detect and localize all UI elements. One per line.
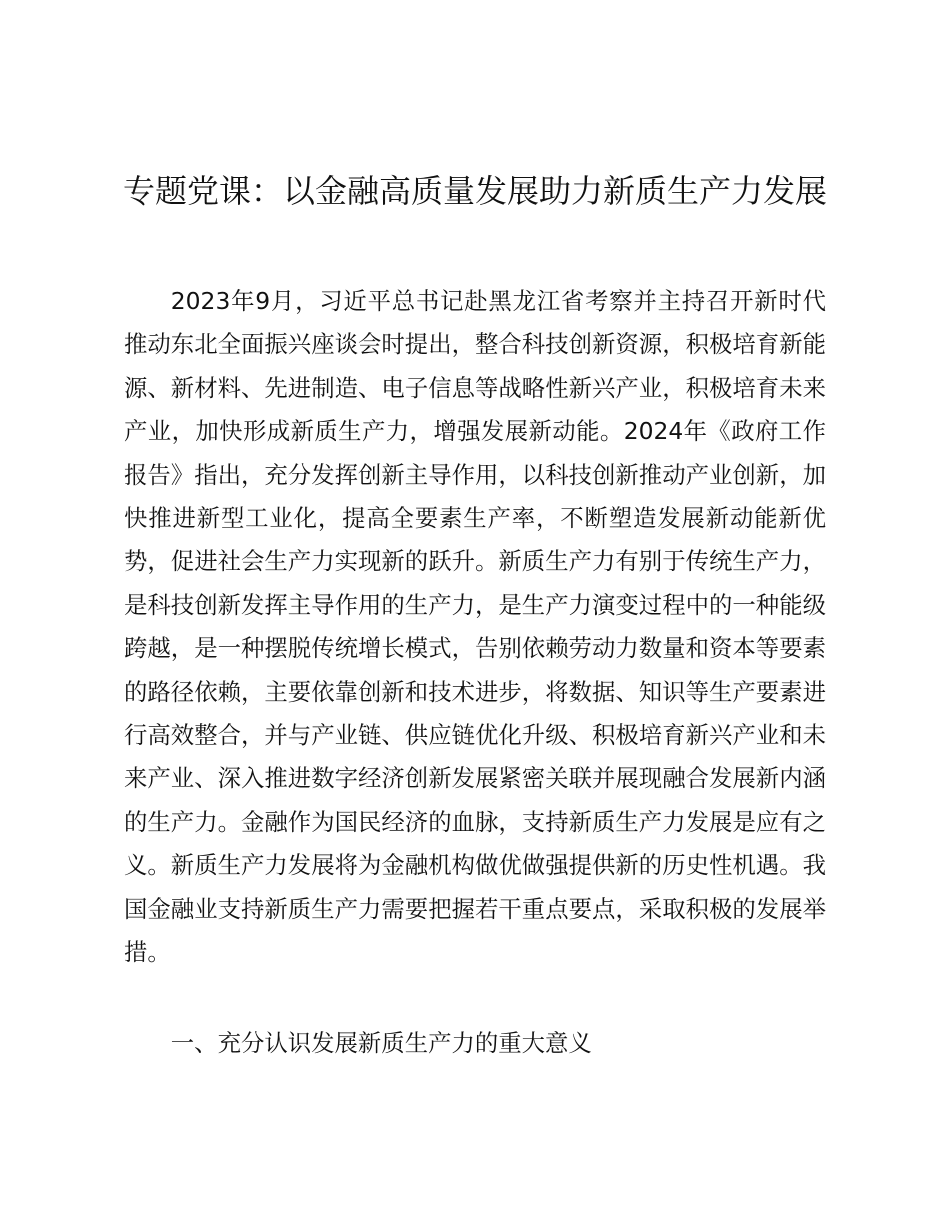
intro-paragraph: 2023年9月，习近平总书记赴黑龙江省考察并主持召开新时代推动东北全面振兴座谈会时提出，整合科技创新资源，积极培育新能源、新材料、先进制造、电子信息等战略性新兴产业，积极培育未来产业，加快形成新质生产力，增强发展新动能。2024年《政府工作报告》指出，充分发挥创新主导作用，以科技创新推动产业创新，加快推进新型工业化，提高全要素生产率，不断塑造发展新动能新优势，促进社会生产力实现新的跃升。新质生产力有别于传统生产力，是科技创新发挥主导作用的生产力，是生产力演变过程中的一种能级跨越，是一种摆脱传统增长模式，告别依赖劳动力数量和资本等要素的路径依赖，主要依靠创新和技术进步，将数据、知识等生产要素进行高效整合，并与产业链、供应链优化升级、积极培育新兴产业和未来产业、深入推进数字经济创新发展紧密关联并展现融合发展新内涵的生产力。金融作为国民经济的血脉，支持新质生产力发展是应有之义。新质生产力发展将为金融机构做优做强提供新的历史性机遇。我国金融业支持新质生产力需要把握若干重点要点，采取积极的发展举措。 — [124, 287, 826, 967]
section-heading-1: 一、充分认识发展新质生产力的重大意义 — [170, 1029, 592, 1057]
document-title: 专题党课：以金融高质量发展助力新质生产力发展 — [122, 172, 827, 210]
